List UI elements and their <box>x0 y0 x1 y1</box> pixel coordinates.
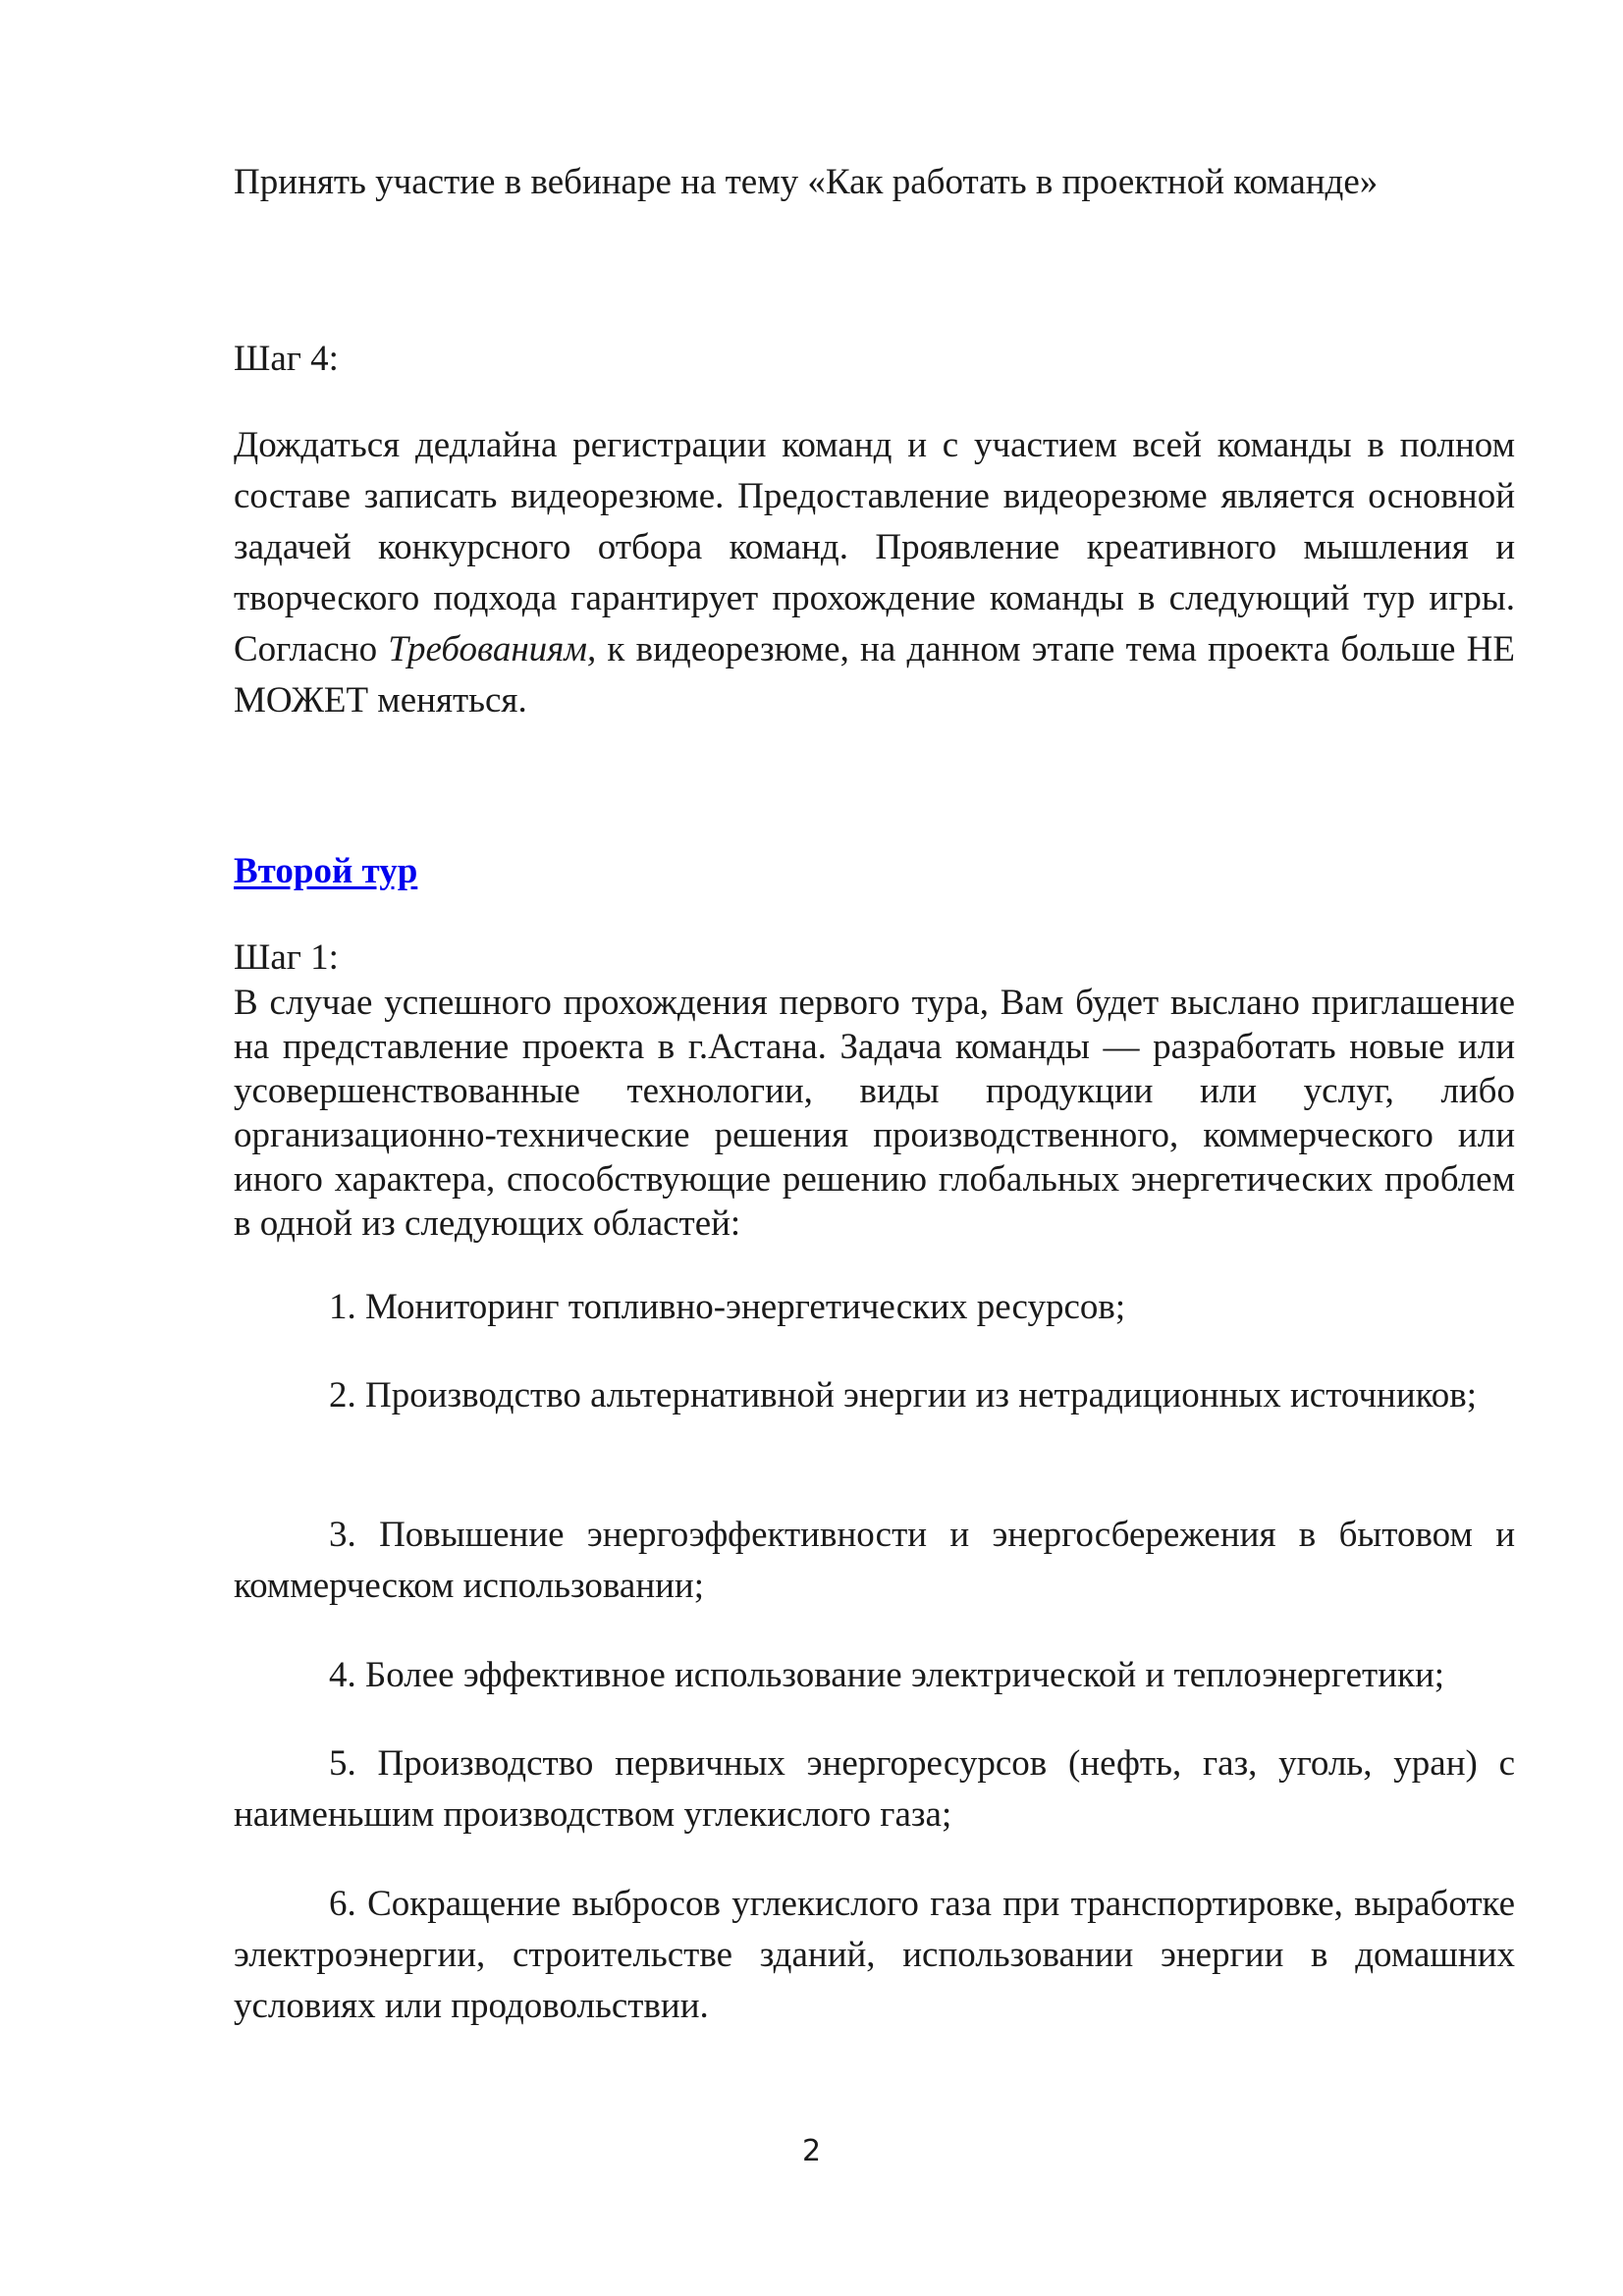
area-item-4: 4. Более эффективное использование электрической и теплоэнергетики; <box>329 1655 1445 1695</box>
step4-body <box>234 420 1515 726</box>
area-item-6: 6. Сокращение выбросов углекислого газа при транспортировке, выработке электроэнергии, строительстве зданий, использовании энергии в домашних условиях или продовольствии. <box>234 1884 1515 2026</box>
round2-heading <box>234 846 1515 897</box>
area-item-2: 2. Производство альтернативной энергии из нетрадиционных источников; <box>329 1375 1478 1415</box>
step4-label: Шаг 4: <box>234 339 339 379</box>
area-item-5: 5. Производство первичных энергоресурсов (нефть, газ, уголь, уран) с наименьшим производством углекислого газа; <box>234 1743 1515 1835</box>
intro-line: Принять участие в вебинаре на тему «Как работать в проектной команде» <box>234 162 1379 202</box>
area-item-3: 3. Повышение энергоэффективности и энергосбережения в бытовом и коммерческом использовании; <box>234 1515 1515 1606</box>
round2-step1-body: В случае успешного прохождения первого тура, Вам будет выслано приглашение на представление проекта в г.Астана. Задача команды — разработать новые или усовершенствованные технологии, виды продукции или услуг, либо организационно-технические решения производственного, коммерческого или иного характера, способствующие решению глобальных энергетических проблем в одной из следующих областей: <box>234 983 1515 1244</box>
area-item-1: 1. Мониторинг топливно-энергетических ресурсов; <box>329 1287 1126 1327</box>
round2-step1-label: Шаг 1: <box>234 937 339 978</box>
step4-body-text: Дождаться дедлайна регистрации команд и с участием всей команды в полном составе записать видеорезюме. Предоставление видеорезюме является основной задачей конкурсного отбора команд. Проявление креативного мышления и творческого подхода гарантирует прохождение команды в следующий тур игры. Согласно <box>234 425 1515 669</box>
step4-body-text-end: к видеорезюме, на данном этапе тема проекта больше НЕ МОЖЕТ меняться. <box>234 629 1515 721</box>
page-number: 2 <box>801 2134 822 2168</box>
round2-heading-link[interactable]: Второй тур <box>234 851 418 891</box>
requirements-emphasis: Требованиям, <box>388 629 597 669</box>
